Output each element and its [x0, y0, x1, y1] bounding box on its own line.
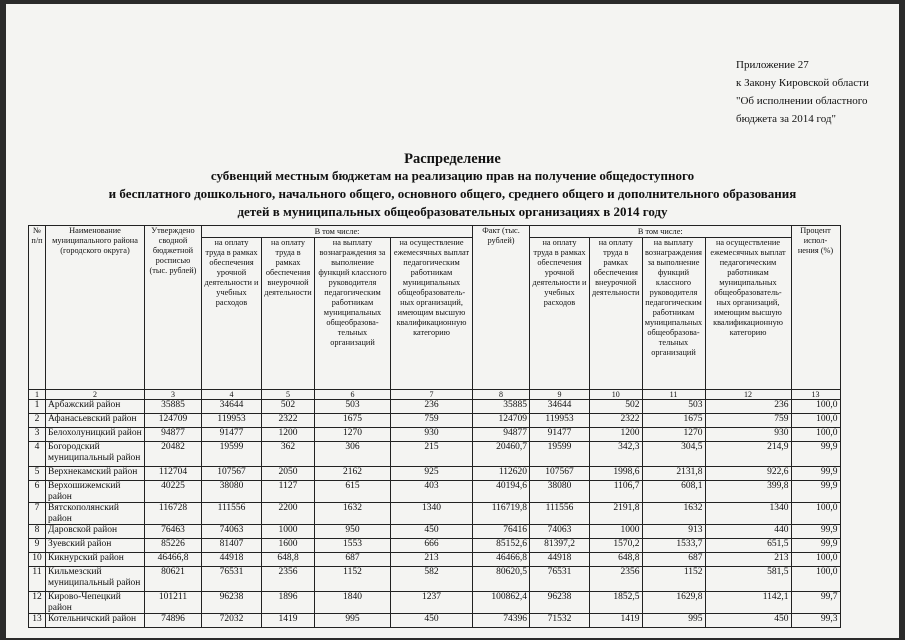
table-cell: 100,0 — [791, 400, 840, 414]
table-cell: 503 — [315, 400, 391, 414]
table-cell: 19599 — [202, 442, 262, 467]
table-cell: 85226 — [145, 539, 202, 553]
col-header-sub2: на оплату труда в рамках обеспечения внеурочной деятельности — [262, 238, 315, 390]
col-header-sub1: на оплату труда в рамках обеспечения урочной деятельности и учебных расходов — [202, 238, 262, 390]
column-number: 4 — [202, 390, 262, 400]
table-cell: 2162 — [315, 467, 391, 481]
table-cell: 72032 — [202, 614, 262, 628]
table-cell: 100,0 — [791, 414, 840, 428]
table-row — [29, 481, 841, 503]
table-row — [29, 592, 841, 614]
table-cell: 306 — [315, 442, 391, 467]
annex-line: бюджета за 2014 год" — [736, 113, 836, 125]
table-cell: 1340 — [705, 503, 791, 525]
table-cell: 76531 — [202, 567, 262, 592]
table-cell: 450 — [705, 614, 791, 628]
table-cell: 1000 — [590, 525, 643, 539]
table-cell: 85152,6 — [473, 539, 530, 553]
table-cell: 96238 — [202, 592, 262, 614]
table-row — [29, 428, 841, 442]
document-title: Распределение — [404, 151, 501, 167]
table-cell: 2322 — [262, 414, 315, 428]
distribution-table — [28, 225, 841, 628]
table-cell: 76416 — [473, 525, 530, 539]
table-cell: 1419 — [262, 614, 315, 628]
table-cell: 1270 — [315, 428, 391, 442]
table-cell: 1896 — [262, 592, 315, 614]
column-number: 1 — [29, 390, 46, 400]
table-cell: Даровской район — [46, 525, 145, 539]
table-cell: 8 — [29, 525, 46, 539]
col-header-fact: Факт (тыс. рублей) — [473, 226, 530, 390]
table-cell: Котельничский район — [46, 614, 145, 628]
table-cell: 124709 — [145, 414, 202, 428]
table-cell: 1632 — [315, 503, 391, 525]
table-cell: 11 — [29, 567, 46, 592]
table-cell: 1142,1 — [705, 592, 791, 614]
table-cell: 1553 — [315, 539, 391, 553]
table-cell: Арбажский район — [46, 400, 145, 414]
table-cell: 4 — [29, 442, 46, 467]
table-cell: 94877 — [473, 428, 530, 442]
table-cell: 5 — [29, 467, 46, 481]
table-cell: 304,5 — [642, 442, 705, 467]
table-cell: 34644 — [530, 400, 590, 414]
col-header-sub4: на осуществление ежемесячных выплат педагогическим работникам муниципальных общеобразователь-ных организаций, имеющим высшую квалификационную категорию — [705, 238, 791, 390]
table-cell: 100,0 — [791, 428, 840, 442]
annex-line: Приложение 27 — [736, 59, 809, 71]
table-cell: 648,8 — [262, 553, 315, 567]
table-cell: 74063 — [530, 525, 590, 539]
table-cell: 6 — [29, 481, 46, 503]
table-cell: 96238 — [530, 592, 590, 614]
table-cell: 581,5 — [705, 567, 791, 592]
document-subtitle-line: детей в муниципальных общеобразовательных организациях в 2014 году — [237, 204, 668, 219]
table-cell: 236 — [705, 400, 791, 414]
column-number: 6 — [315, 390, 391, 400]
table-cell: 2200 — [262, 503, 315, 525]
table-cell: 100,0 — [791, 567, 840, 592]
table-row — [29, 467, 841, 481]
col-header-sub3: на выплату вознаграждения за выполнение функций классного руководителя педагогическим работникам муниципальных общеобразова-тельных организаций — [642, 238, 705, 390]
table-cell: 759 — [391, 414, 473, 428]
table-cell: 20482 — [145, 442, 202, 467]
table-cell: 995 — [315, 614, 391, 628]
table-cell: 925 — [391, 467, 473, 481]
table-cell: 107567 — [202, 467, 262, 481]
document-page — [6, 4, 899, 638]
table-row — [29, 525, 841, 539]
table-cell: 1270 — [642, 428, 705, 442]
table-cell: 94877 — [145, 428, 202, 442]
column-number-row — [29, 390, 841, 400]
table-cell: 71532 — [530, 614, 590, 628]
table-row — [29, 567, 841, 592]
table-cell: 582 — [391, 567, 473, 592]
table-cell: 101211 — [145, 592, 202, 614]
table-cell: 687 — [642, 553, 705, 567]
table-cell: 38080 — [202, 481, 262, 503]
table-cell: 111556 — [202, 503, 262, 525]
table-row — [29, 414, 841, 428]
table-cell: 930 — [705, 428, 791, 442]
table-cell: 2050 — [262, 467, 315, 481]
col-header-sub2: на оплату труда в рамках обеспечения внеурочной деятельности — [590, 238, 643, 390]
table-cell: 124709 — [473, 414, 530, 428]
column-number: 10 — [590, 390, 643, 400]
table-cell: 2322 — [590, 414, 643, 428]
table-cell: 608,1 — [642, 481, 705, 503]
col-header-sub3: на выплату вознаграждения за выполнение функций классного руководителя педагогическим работникам муниципальных общеобразова-тельных организаций — [315, 238, 391, 390]
table-cell: 81407 — [202, 539, 262, 553]
col-group-including: В том числе: — [530, 226, 792, 238]
column-number: 9 — [530, 390, 590, 400]
table-cell: 2131,8 — [642, 467, 705, 481]
table-cell: 440 — [705, 525, 791, 539]
table-row — [29, 400, 841, 414]
table-cell: 1852,5 — [590, 592, 643, 614]
table-cell: 99,9 — [791, 539, 840, 553]
table-cell: 1998,6 — [590, 467, 643, 481]
column-number: 2 — [46, 390, 145, 400]
table-cell: Белохолуницкий район — [46, 428, 145, 442]
table-cell: 116719,8 — [473, 503, 530, 525]
table-cell: 119953 — [202, 414, 262, 428]
table-cell: 502 — [262, 400, 315, 414]
table-cell: 1237 — [391, 592, 473, 614]
table-cell: 362 — [262, 442, 315, 467]
table-cell: 1600 — [262, 539, 315, 553]
column-number: 8 — [473, 390, 530, 400]
table-cell: Зуевский район — [46, 539, 145, 553]
table-cell: 99,3 — [791, 614, 840, 628]
table-cell: 930 — [391, 428, 473, 442]
table-cell: 2191,8 — [590, 503, 643, 525]
table-cell: 74396 — [473, 614, 530, 628]
table-cell: 44918 — [202, 553, 262, 567]
table-cell: 1570,2 — [590, 539, 643, 553]
table-cell: Богородский муниципальный район — [46, 442, 145, 467]
table-cell: 119953 — [530, 414, 590, 428]
table-cell: 236 — [391, 400, 473, 414]
table-cell: 950 — [315, 525, 391, 539]
table-row — [29, 614, 841, 628]
table-cell: 1419 — [590, 614, 643, 628]
table-cell: 46466,8 — [145, 553, 202, 567]
table-cell: 19599 — [530, 442, 590, 467]
table-cell: 112704 — [145, 467, 202, 481]
table-row — [29, 442, 841, 467]
table-cell: 2356 — [262, 567, 315, 592]
table-cell: 1629,8 — [642, 592, 705, 614]
table-cell: 76531 — [530, 567, 590, 592]
table-cell: 44918 — [530, 553, 590, 567]
table-cell: 74063 — [202, 525, 262, 539]
table-cell: Кикнурский район — [46, 553, 145, 567]
table-cell: 76463 — [145, 525, 202, 539]
table-cell: 116728 — [145, 503, 202, 525]
col-header-sub4: на осуществление ежемесячных выплат педагогическим работникам муниципальных общеобразователь-ных организаций, имеющим высшую квалификационную категорию — [391, 238, 473, 390]
table-cell: 1152 — [315, 567, 391, 592]
table-cell: 99,9 — [791, 481, 840, 503]
table-cell: 100862,4 — [473, 592, 530, 614]
table-cell: 213 — [391, 553, 473, 567]
table-cell: 1127 — [262, 481, 315, 503]
col-header-num: № п/п — [29, 226, 46, 390]
table-cell: 1840 — [315, 592, 391, 614]
table-cell: Вятскополянский район — [46, 503, 145, 525]
table-cell: 913 — [642, 525, 705, 539]
table-cell: 100,0 — [791, 553, 840, 567]
table-cell: 651,5 — [705, 539, 791, 553]
table-cell: 1000 — [262, 525, 315, 539]
column-number: 5 — [262, 390, 315, 400]
table-cell: 399,8 — [705, 481, 791, 503]
table-cell: 666 — [391, 539, 473, 553]
table-cell: 1152 — [642, 567, 705, 592]
table-cell: 1675 — [642, 414, 705, 428]
col-group-including: В том числе: — [202, 226, 473, 238]
table-cell: Кильмезский муниципальный район — [46, 567, 145, 592]
table-cell: Верхнекамский район — [46, 467, 145, 481]
table-cell: 38080 — [530, 481, 590, 503]
table-cell: 1106,7 — [590, 481, 643, 503]
table-cell: 2 — [29, 414, 46, 428]
table-cell: 40225 — [145, 481, 202, 503]
table-cell: 1200 — [262, 428, 315, 442]
annex-line: "Об исполнении областного — [736, 95, 868, 107]
table-cell: 450 — [391, 614, 473, 628]
table-cell: Верхошижемский район — [46, 481, 145, 503]
table-cell: 12 — [29, 592, 46, 614]
table-row — [29, 553, 841, 567]
table-cell: 107567 — [530, 467, 590, 481]
table-cell: 3 — [29, 428, 46, 442]
table-cell: 502 — [590, 400, 643, 414]
col-header-name: Наименование муниципального района (городского округа) — [46, 226, 145, 390]
table-cell: 100,0 — [791, 503, 840, 525]
table-cell: 503 — [642, 400, 705, 414]
table-cell: 9 — [29, 539, 46, 553]
table-cell: 10 — [29, 553, 46, 567]
table-cell: 80620,5 — [473, 567, 530, 592]
table-cell: 213 — [705, 553, 791, 567]
table-cell: Афанасьевский район — [46, 414, 145, 428]
table-cell: 13 — [29, 614, 46, 628]
table-cell: 1 — [29, 400, 46, 414]
table-cell: 34644 — [202, 400, 262, 414]
table-cell: 759 — [705, 414, 791, 428]
table-cell: 99,7 — [791, 592, 840, 614]
column-number: 12 — [705, 390, 791, 400]
annex-line: к Закону Кировской области — [736, 77, 869, 89]
table-cell: 342,3 — [590, 442, 643, 467]
col-header-approved: Утвержденo сводной бюджетной росписью (тыс. рублей) — [145, 226, 202, 390]
table-cell: 91477 — [202, 428, 262, 442]
col-header-sub1: на оплату труда в рамках обеспечения урочной деятельности и учебных расходов — [530, 238, 590, 390]
table-row — [29, 539, 841, 553]
column-number: 11 — [642, 390, 705, 400]
table-cell: 215 — [391, 442, 473, 467]
table-cell: 403 — [391, 481, 473, 503]
table-cell: 40194,6 — [473, 481, 530, 503]
table-cell: 995 — [642, 614, 705, 628]
table-cell: 111556 — [530, 503, 590, 525]
table-cell: 81397,2 — [530, 539, 590, 553]
table-cell: 80621 — [145, 567, 202, 592]
table-cell: 214,9 — [705, 442, 791, 467]
table-cell: 1632 — [642, 503, 705, 525]
table-cell: 99,9 — [791, 525, 840, 539]
column-number: 7 — [391, 390, 473, 400]
col-header-percent: Процент испол-нения (%) — [791, 226, 840, 390]
table-cell: 7 — [29, 503, 46, 525]
table-cell: Кирово-Чепецкий район — [46, 592, 145, 614]
annex-note — [736, 56, 869, 128]
table-cell: 450 — [391, 525, 473, 539]
table-cell: 99,9 — [791, 442, 840, 467]
table-cell: 1340 — [391, 503, 473, 525]
table-cell: 46466,8 — [473, 553, 530, 567]
column-number: 13 — [791, 390, 840, 400]
table-cell: 2356 — [590, 567, 643, 592]
document-subtitle-line: и бесплатного дошкольного, начального общего, основного общего, среднего общего и дополнительного образования — [108, 186, 797, 201]
table-row — [29, 503, 841, 525]
table-cell: 91477 — [530, 428, 590, 442]
table-cell: 1200 — [590, 428, 643, 442]
table-cell: 112620 — [473, 467, 530, 481]
table-cell: 922,6 — [705, 467, 791, 481]
column-number: 3 — [145, 390, 202, 400]
table-cell: 648,8 — [590, 553, 643, 567]
table-cell: 74896 — [145, 614, 202, 628]
table-cell: 20460,7 — [473, 442, 530, 467]
table-cell: 1533,7 — [642, 539, 705, 553]
table-cell: 35885 — [473, 400, 530, 414]
table-cell: 35885 — [145, 400, 202, 414]
table-body — [29, 390, 841, 628]
table-cell: 687 — [315, 553, 391, 567]
document-subtitle-line: субвенций местным бюджетам на реализацию прав на получение общедоступного — [210, 168, 695, 183]
table-cell: 615 — [315, 481, 391, 503]
table-cell: 1675 — [315, 414, 391, 428]
table-cell: 99,9 — [791, 467, 840, 481]
